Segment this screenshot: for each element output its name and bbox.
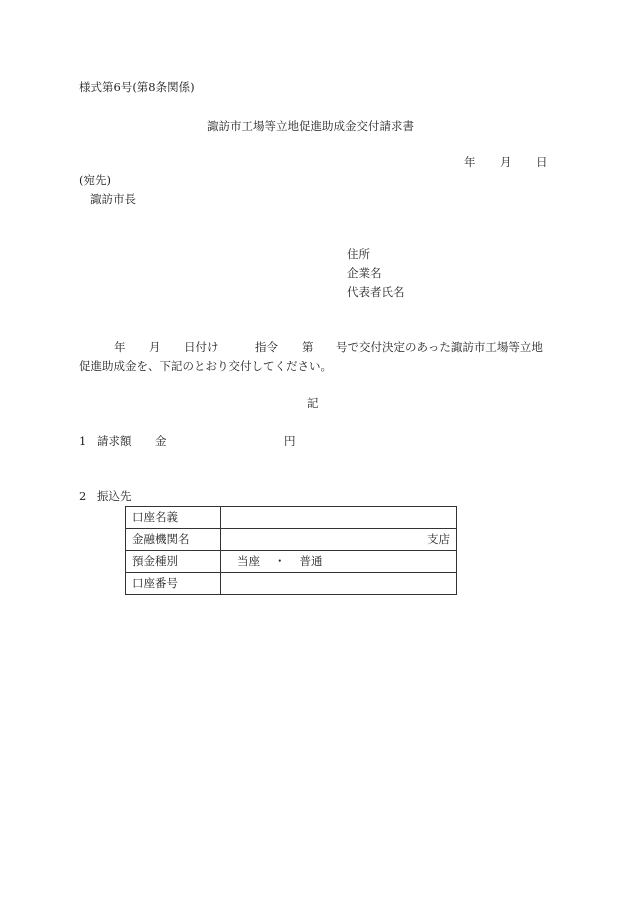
deposit-ordinary-option: 普通 xyxy=(299,553,323,568)
table-row xyxy=(126,507,457,529)
ki-heading: 記 xyxy=(307,396,319,410)
item1-label: 請求額 xyxy=(97,434,132,448)
date-day: 日 xyxy=(536,155,548,169)
deposit-type-field xyxy=(221,551,457,573)
account-number-field xyxy=(221,573,457,595)
branch-label: 支店 xyxy=(427,531,450,546)
body-dated: 日付け xyxy=(184,340,219,354)
table-row xyxy=(126,573,457,595)
deposit-type-label: 預金種別 xyxy=(126,551,221,573)
deposit-current-option: 当座 xyxy=(237,553,260,568)
applicant-representative-label: 代表者氏名 xyxy=(347,285,405,299)
institution-field xyxy=(221,529,457,551)
body-line-2: 促進助成金を、下記のとおり交付してください。 xyxy=(79,359,332,373)
page-title: 諏訪市工場等立地促進助成金交付請求書 xyxy=(207,119,414,133)
deposit-separator: ・ xyxy=(274,553,286,568)
account-name-label: 口座名義 xyxy=(126,507,221,529)
body-directive: 指令 xyxy=(255,340,278,354)
form-number: 様式第6号(第8条関係) xyxy=(79,80,195,94)
account-number-label: 口座番号 xyxy=(126,573,221,595)
table-row xyxy=(126,529,457,551)
body-go-rest: 号で交付決定のあった諏訪市工場等立地 xyxy=(336,340,543,354)
applicant-address-label: 住所 xyxy=(347,247,370,261)
addressee-label: (宛先) xyxy=(79,173,111,187)
table-row xyxy=(126,551,457,573)
date-month: 月 xyxy=(500,155,512,169)
body-month: 月 xyxy=(149,340,161,354)
addressee-name: 諏訪市長 xyxy=(90,192,136,206)
body-dai: 第 xyxy=(302,340,314,354)
body-year: 年 xyxy=(114,340,126,354)
account-name-field xyxy=(221,507,457,529)
item1-yen: 円 xyxy=(284,434,296,448)
date-year: 年 xyxy=(464,155,476,169)
item2-number: 2 xyxy=(79,489,87,503)
applicant-company-label: 企業名 xyxy=(347,266,382,280)
bank-transfer-table xyxy=(125,506,457,595)
item2-label: 振込先 xyxy=(97,489,132,503)
item1-number: 1 xyxy=(79,434,87,448)
institution-label: 金融機関名 xyxy=(126,529,221,551)
item1-kin: 金 xyxy=(155,434,167,448)
